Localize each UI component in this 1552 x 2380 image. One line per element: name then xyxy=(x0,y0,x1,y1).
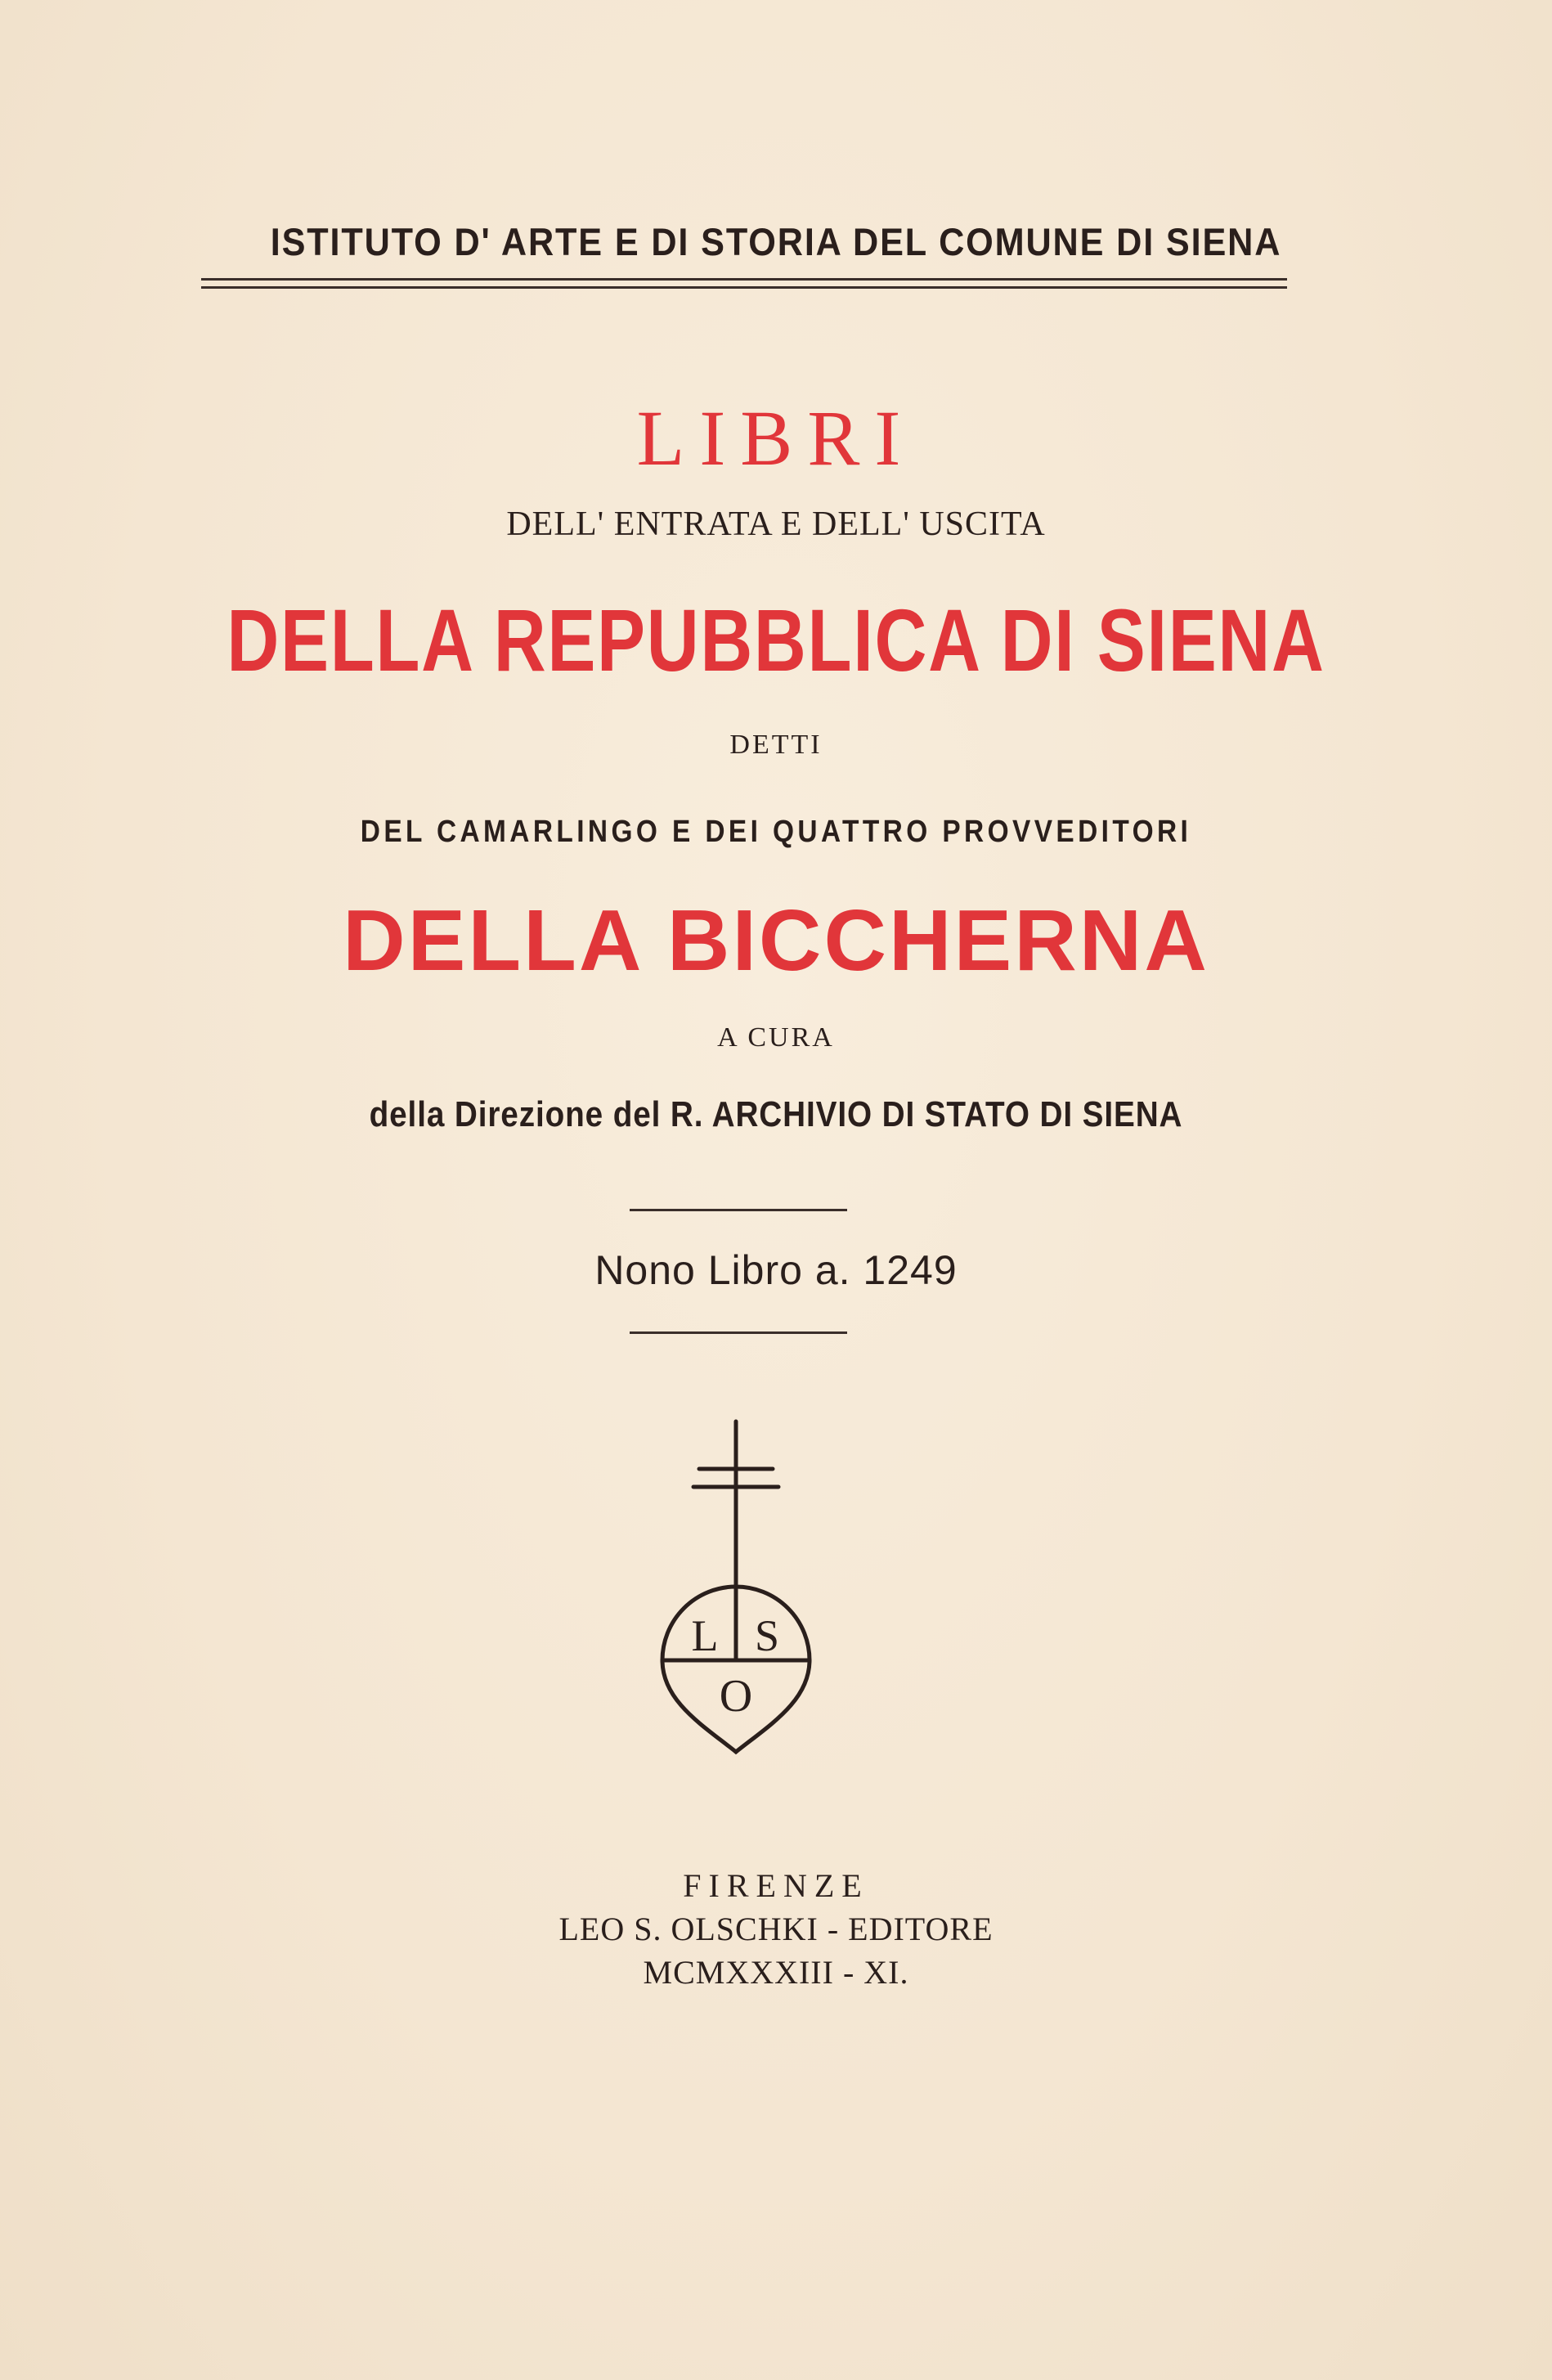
title-libri: LIBRI xyxy=(636,394,916,482)
imprint-publisher: LEO S. OLSCHKI - EDITORE xyxy=(558,1911,994,1947)
subtitle-detti: DETTI xyxy=(729,730,823,760)
imprint-city: FIRENZE xyxy=(683,1867,869,1904)
emblem-letter-l: L xyxy=(691,1611,719,1660)
emblem-letter-s: S xyxy=(754,1611,780,1660)
subtitle-entrata: DELL' ENTRATA E DELL' USCITA xyxy=(506,505,1046,543)
header-rule-bottom xyxy=(201,286,1287,289)
institute-heading: ISTITUTO D' ARTE E DI STORIA DEL COMUNE DI SIENA xyxy=(270,220,1282,263)
title-biccherna: DELLA BICCHERNA xyxy=(343,892,1209,989)
editor-credit: della Direzione del R. ARCHIVIO DI STATO DI SIENA xyxy=(369,1094,1183,1134)
publisher-emblem xyxy=(646,1415,826,1758)
emblem-letter-o: O xyxy=(719,1671,753,1722)
subtitle-a-cura: A CURA xyxy=(717,1022,835,1053)
volume-label: Nono Libro a. 1249 xyxy=(594,1247,958,1293)
volume-rule-bottom xyxy=(630,1331,847,1334)
subtitle-camarlingo: DEL CAMARLINGO E DEI QUATTRO PROVVEDITORI xyxy=(360,815,1192,849)
title-repubblica: DELLA REPUBBLICA DI SIENA xyxy=(227,591,1325,689)
volume-rule-top xyxy=(630,1209,847,1211)
imprint-year: MCMXXXIII - XI. xyxy=(643,1954,909,1991)
header-rule-top xyxy=(201,278,1287,281)
